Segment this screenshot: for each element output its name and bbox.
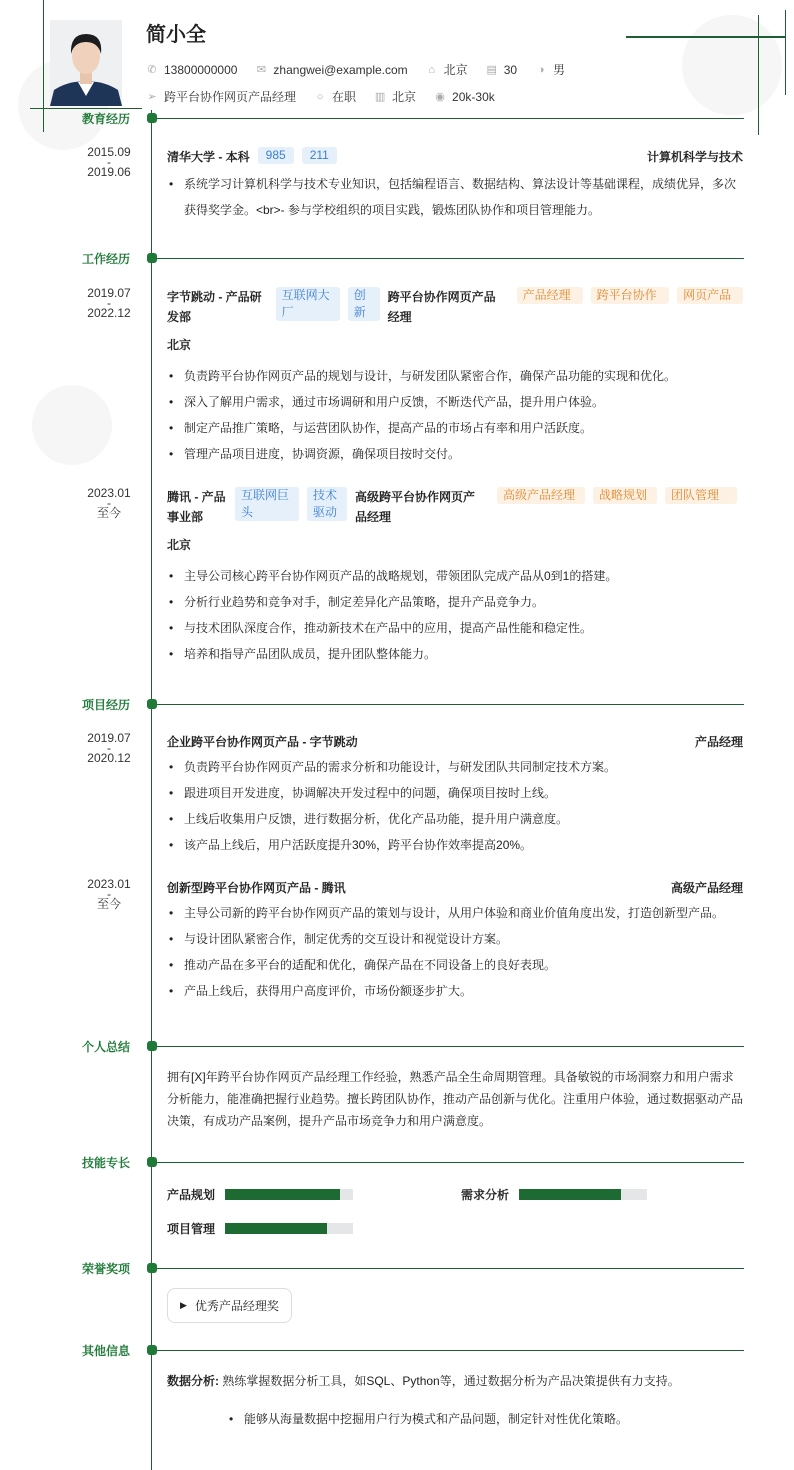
project-role: 高级产品经理 xyxy=(670,881,743,895)
salary: 20k-30k xyxy=(452,89,495,104)
date-range xyxy=(80,487,138,519)
list-item: • 能够从海量数据中挖掘用户行为模式和产品问题，制定针对性优化策略。 xyxy=(227,1406,628,1432)
gender-icon: ◑ xyxy=(537,63,545,76)
timeline-dot xyxy=(147,113,157,123)
skill-item xyxy=(167,1220,353,1237)
city: 北京 xyxy=(443,63,468,77)
decor-line xyxy=(43,0,44,132)
tag: 产品经理 xyxy=(517,287,583,304)
list-item: • 负责跨平台协作网页产品的需求分析和功能设计，与研发团队共同制定技术方案。 xyxy=(167,754,743,780)
date-end: 2022.12 xyxy=(87,306,131,320)
company: 腾讯 - 产品事业部 xyxy=(167,490,226,524)
phone: 13800000000 xyxy=(164,62,238,77)
skill-name: 项目管理 xyxy=(167,1222,216,1236)
section-title: 工作经历 xyxy=(81,252,130,266)
list-item: • 负责跨平台协作网页产品的规划与设计，与研发团队紧密合作，确保产品功能的实现和优化。 xyxy=(167,363,743,389)
candidate-name: 简小全 xyxy=(146,24,206,46)
divider xyxy=(152,1046,744,1047)
timeline-dot xyxy=(147,1345,157,1355)
skill-bar xyxy=(225,1189,353,1200)
skill-bar xyxy=(225,1223,353,1234)
tag: 985 xyxy=(258,147,294,164)
decor-line xyxy=(30,108,142,109)
section-title: 技能专长 xyxy=(81,1156,130,1170)
divider xyxy=(152,1162,744,1163)
city: 北京 xyxy=(167,338,192,352)
section-title: 个人总结 xyxy=(81,1040,130,1054)
salary-icon: ◉ xyxy=(435,91,445,103)
timeline-dot xyxy=(147,253,157,263)
job-status: 在职 xyxy=(332,90,357,104)
skill-bar xyxy=(519,1189,647,1200)
section-title: 项目经历 xyxy=(81,698,130,712)
section-title: 荣誉奖项 xyxy=(81,1262,130,1276)
project-role: 产品经理 xyxy=(694,735,743,749)
list-item: • 该产品上线后，用户活跃度提升30%，跨平台协作效率提高20%。 xyxy=(167,832,743,858)
major: 计算机科学与技术 xyxy=(646,150,743,164)
target-city: 北京 xyxy=(392,90,417,104)
list-item: • 上线后收集用户反馈，进行数据分析，优化产品功能，提升用户满意度。 xyxy=(167,806,743,832)
decor-circle xyxy=(32,385,112,465)
skill-item xyxy=(167,1186,353,1203)
city: 北京 xyxy=(167,538,192,552)
skill-fill xyxy=(519,1189,621,1200)
timeline-dot xyxy=(147,1157,157,1167)
building-icon: ▥ xyxy=(374,91,386,103)
list-item: • 制定产品推广策略，与运营团队协作，提高产品的市场占有率和用户活跃度。 xyxy=(167,415,743,441)
school: 清华大学 - 本科 xyxy=(167,150,250,164)
caret-right-icon: ▶ xyxy=(180,1300,187,1310)
skill-fill xyxy=(225,1189,340,1200)
award-item[interactable] xyxy=(167,1288,292,1323)
list-item: • 深入了解用户需求，通过市场调研和用户反馈，不断迭代产品，提升用户体验。 xyxy=(167,389,743,415)
home-icon: ⌂ xyxy=(428,63,435,76)
role: 跨平台协作网页产品经理 xyxy=(387,290,496,324)
date-range xyxy=(80,287,138,319)
date-sep: - xyxy=(107,296,111,310)
email-icon: ✉ xyxy=(256,64,267,76)
list-item: • 主导公司核心跨平台协作网页产品的战略规划，带领团队完成产品从0到1的搭建。 xyxy=(167,563,743,589)
date-range xyxy=(80,878,138,910)
date-range xyxy=(80,732,138,764)
summary-text: 拥有[X]年跨平台协作网页产品经理工作经验，熟悉产品全生命周期管理。具备敏锐的市场洞察力和用户需求分析能力，能准确把握行业趋势。擅长跨团队协作，推动产品创新与优化。注重用户体验，通过数据驱动产品决策，有成功产品案例，提升产品市场竞争力和用户满意度。 xyxy=(167,1070,744,1128)
divider xyxy=(152,1268,744,1269)
company: 字节跳动 - 产品研发部 xyxy=(167,290,262,324)
project-name: 创新型跨平台协作网页产品 - 腾讯 xyxy=(167,881,346,895)
list-item: • 系统学习计算机科学与技术专业知识，包括编程语言、数据结构、算法设计等基础课程，成绩优异，多次获得奖学金。<br>- 参与学校组织的项目实践，锻炼团队协作和项目管理能力。 xyxy=(167,171,743,223)
other-label: 数据分析: xyxy=(167,1374,219,1388)
timeline-dot xyxy=(147,1263,157,1273)
date-sep: - xyxy=(107,155,111,169)
section-title: 其他信息 xyxy=(81,1344,130,1358)
email: zhangwei@example.com xyxy=(273,62,408,77)
send-icon: ➢ xyxy=(147,91,157,103)
phone-icon: ✆ xyxy=(147,64,157,76)
decor-line xyxy=(785,10,786,95)
age: 30 xyxy=(503,62,518,77)
gender: 男 xyxy=(553,63,566,77)
list-item: • 与设计团队紧密合作，制定优秀的交互设计和视觉设计方案。 xyxy=(167,926,743,952)
decor-line xyxy=(626,36,786,38)
skill-name: 产品规划 xyxy=(167,1188,216,1202)
divider xyxy=(152,118,744,119)
list-item: • 产品上线后，获得用户高度评价，市场份额逐步扩大。 xyxy=(167,978,743,1004)
tag: 互联网大厂 xyxy=(276,287,340,321)
tag: 跨平台协作 xyxy=(591,287,670,304)
tag: 网页产品 xyxy=(677,287,743,304)
list-item: • 主导公司新的跨平台协作网页产品的策划与设计，从用户体验和商业价值角度出发，打造创新型产品。 xyxy=(167,900,743,926)
list-item: • 跟进项目开发进度，协调解决开发过程中的问题，确保项目按时上线。 xyxy=(167,780,743,806)
decor-circle xyxy=(682,15,782,115)
tag: 211 xyxy=(302,147,337,164)
date-sep: - xyxy=(107,741,111,755)
tag: 高级产品经理 xyxy=(497,487,585,504)
tag: 互联网巨头 xyxy=(235,487,299,521)
date-start: 2019.07 xyxy=(87,286,131,300)
skill-fill xyxy=(225,1223,327,1234)
status-icon: ○ xyxy=(316,90,324,103)
target-position: 跨平台协作网页产品经理 xyxy=(164,90,297,104)
decor-line xyxy=(758,15,759,135)
timeline-dot xyxy=(147,699,157,709)
other-text: 熟练掌握数据分析工具，如SQL、Python等，通过数据分析为产品决策提供有力支持。 xyxy=(222,1374,680,1388)
date-start: 2023.01 xyxy=(87,877,131,891)
date-start: 2015.09 xyxy=(87,145,131,159)
divider xyxy=(152,1350,744,1351)
date-start: 2023.01 xyxy=(87,486,131,500)
date-sep: - xyxy=(107,887,111,901)
date-end: 至今 xyxy=(96,897,121,911)
skill-item xyxy=(461,1186,647,1203)
date-end: 2020.12 xyxy=(87,751,131,765)
list-item: • 与技术团队深度合作，推动新技术在产品中的应用，提高产品性能和稳定性。 xyxy=(167,615,743,641)
tag: 战略规划 xyxy=(593,487,657,504)
tag: 创新 xyxy=(348,287,380,321)
date-end: 至今 xyxy=(96,506,121,520)
skill-name: 需求分析 xyxy=(461,1188,510,1202)
list-item: • 推动产品在多平台的适配和优化，确保产品在不同设备上的良好表现。 xyxy=(167,952,743,978)
role: 高级跨平台协作网页产品经理 xyxy=(355,490,476,524)
section-title: 教育经历 xyxy=(81,112,130,126)
timeline-dot xyxy=(147,1041,157,1051)
divider xyxy=(152,258,744,259)
date-start: 2019.07 xyxy=(87,731,131,745)
tag: 技术驱动 xyxy=(307,487,347,521)
avatar-photo xyxy=(50,20,122,106)
tag: 团队管理 xyxy=(665,487,737,504)
list-item: • 管理产品项目进度，协调资源，确保项目按时交付。 xyxy=(167,441,743,467)
list-item: • 培养和指导产品团队成员，提升团队整体能力。 xyxy=(167,641,743,667)
divider xyxy=(152,704,744,705)
list-item: • 分析行业趋势和竞争对手，制定差异化产品策略，提升产品竞争力。 xyxy=(167,589,743,615)
date-end: 2019.06 xyxy=(87,165,131,179)
project-name: 企业跨平台协作网页产品 - 字节跳动 xyxy=(167,735,358,749)
award-name: 优秀产品经理奖 xyxy=(194,1299,279,1313)
age-icon: ▤ xyxy=(486,64,497,76)
date-sep: - xyxy=(107,496,111,510)
